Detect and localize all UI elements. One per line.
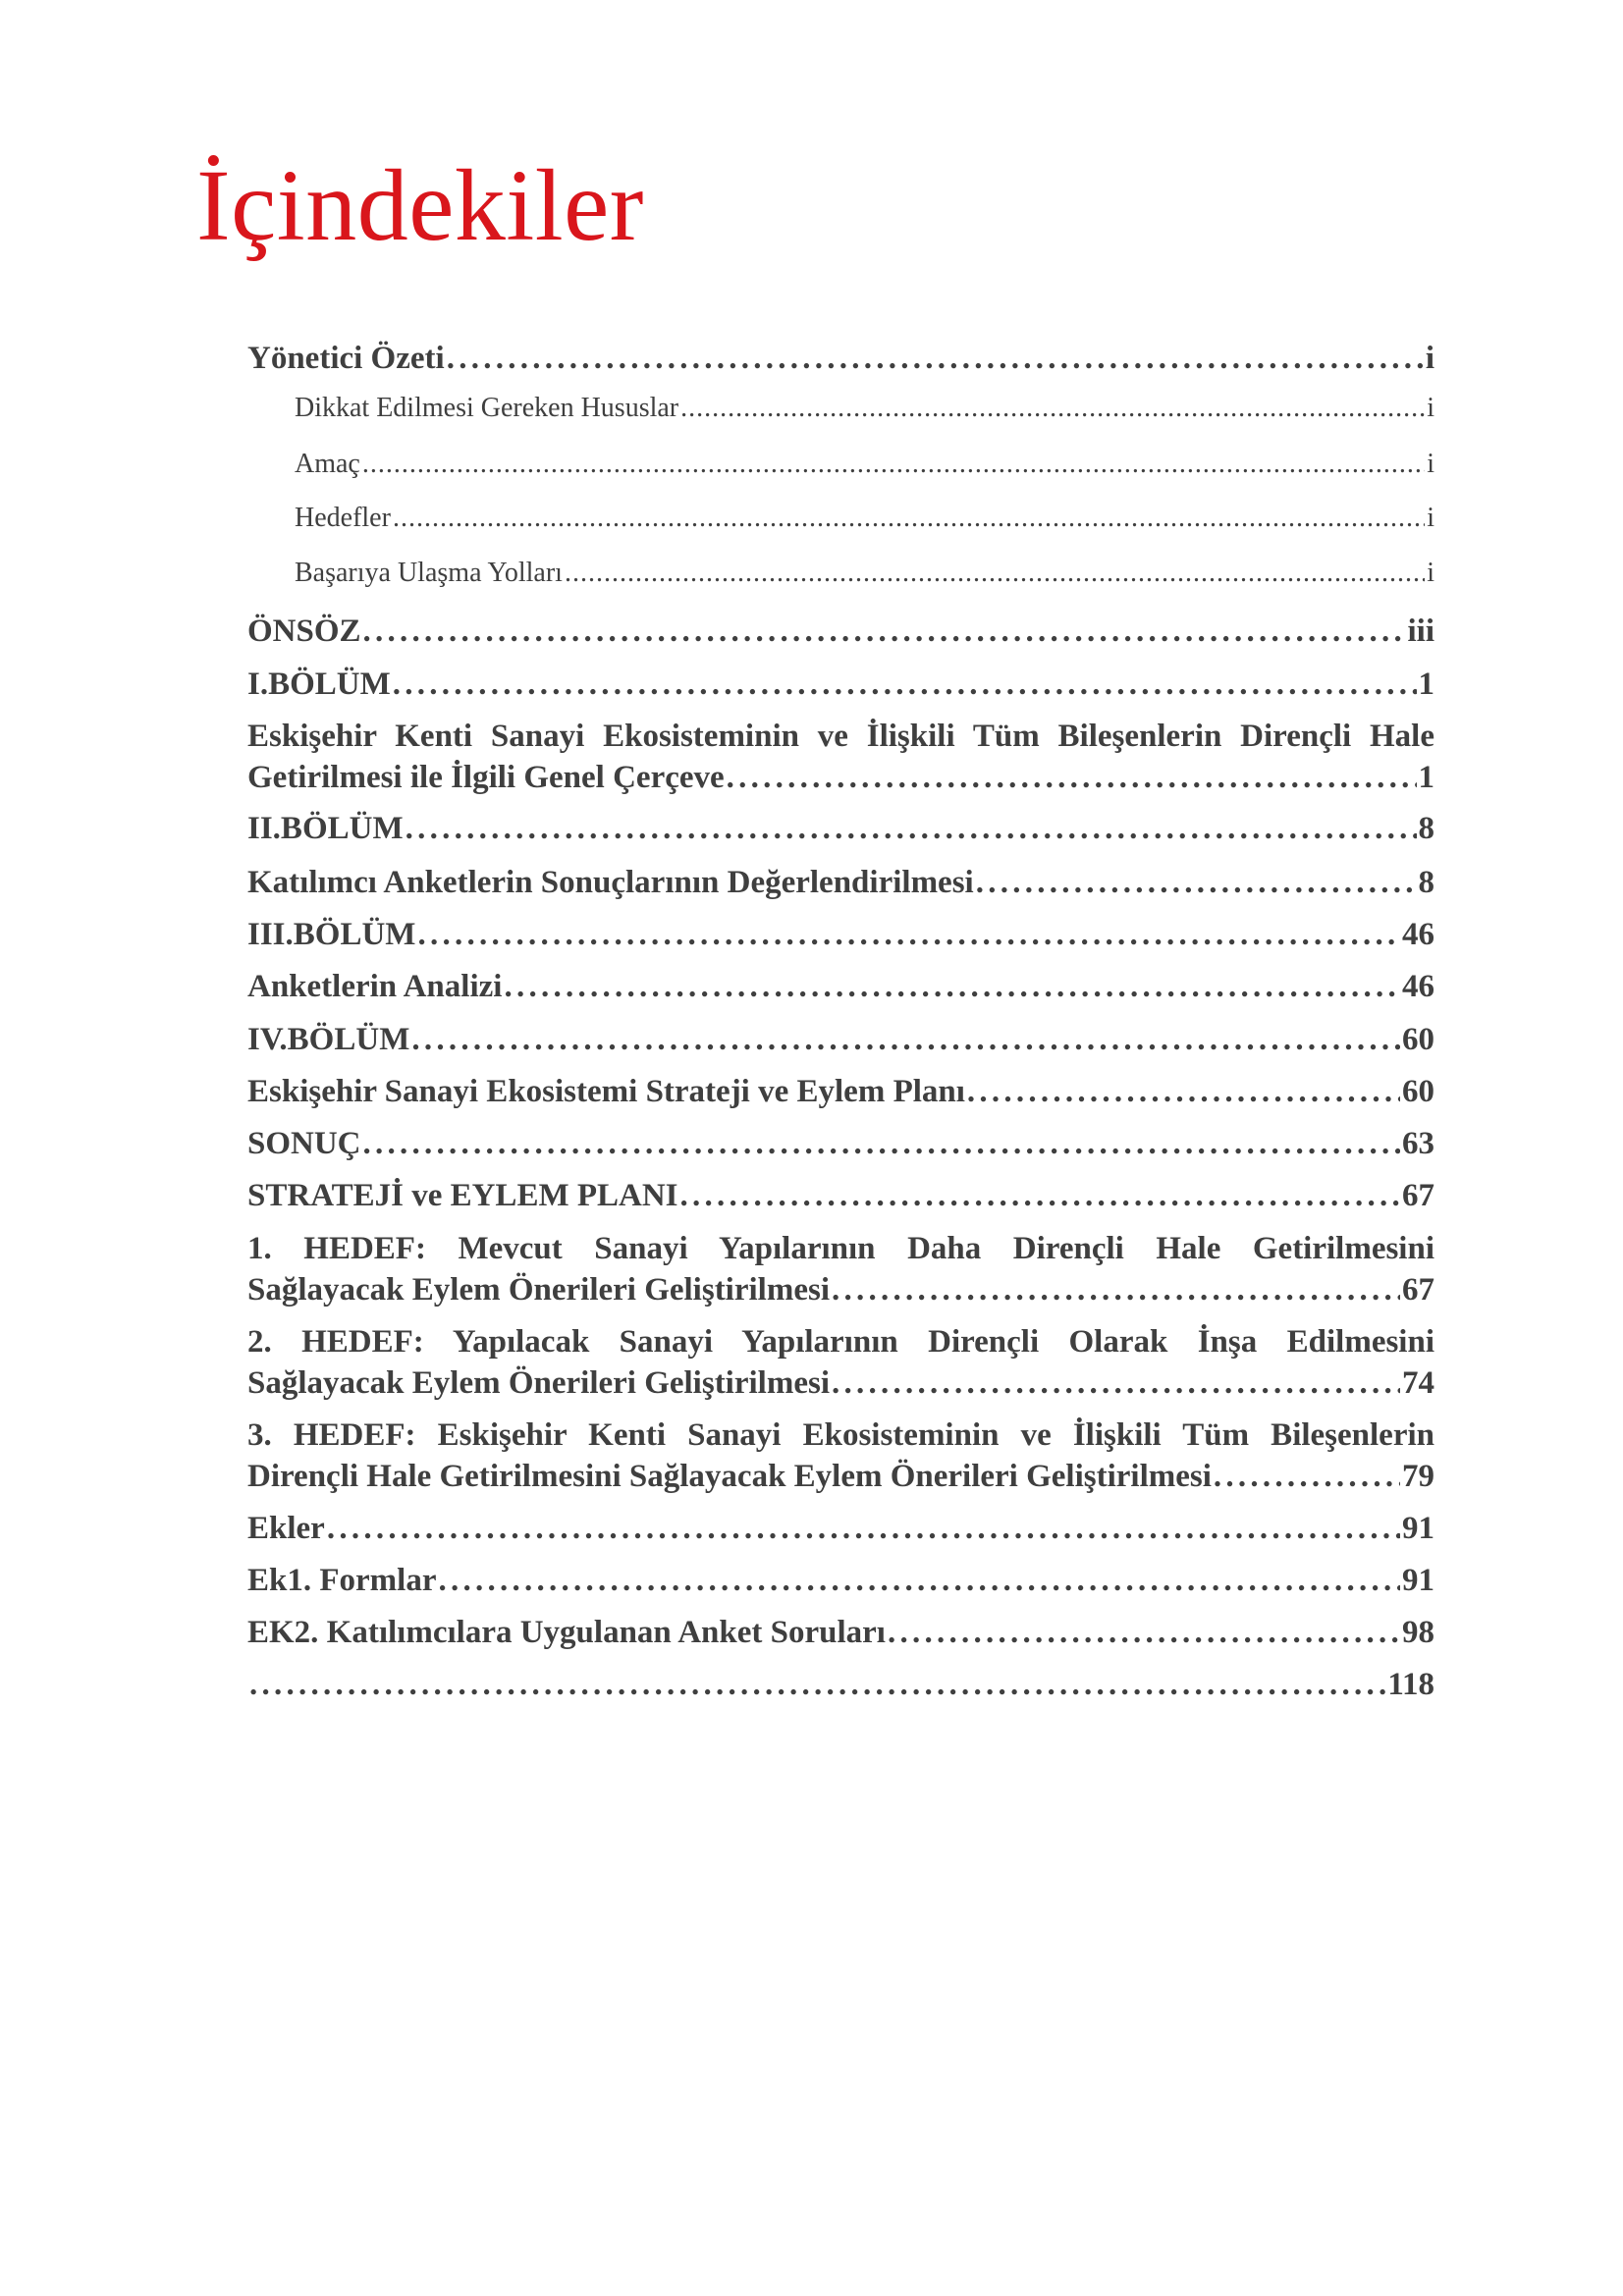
toc-entry-title: Anketlerin Analizi xyxy=(247,969,503,1004)
toc-entry-title: IV.BÖLÜM xyxy=(247,1022,410,1057)
dot-leader xyxy=(832,1362,1400,1404)
dot-leader xyxy=(363,611,1406,652)
dot-leader xyxy=(327,1508,1400,1549)
toc-entry[interactable] xyxy=(247,808,1434,849)
toc-entry-title: Yönetici Özeti xyxy=(247,341,445,376)
dot-leader xyxy=(680,391,1425,426)
dot-leader xyxy=(504,966,1400,1007)
toc-page-number: 8 xyxy=(1418,811,1434,846)
dot-leader xyxy=(727,757,1417,798)
toc-entry-title: STRATEJİ ve EYLEM PLANI xyxy=(247,1178,678,1213)
toc-entry-title: Katılımcı Anketlerin Sonuçlarının Değerlendirilmesi xyxy=(247,865,974,900)
dot-leader xyxy=(976,862,1417,903)
dot-leader xyxy=(565,556,1425,591)
dot-leader xyxy=(447,338,1424,379)
toc-entry-title: I.BÖLÜM xyxy=(247,667,391,702)
toc-page-number: i xyxy=(1425,341,1434,376)
dot-leader xyxy=(406,808,1417,849)
toc-entry-title: Ekler xyxy=(247,1511,325,1546)
toc-entry-title: SONUÇ xyxy=(247,1126,361,1161)
toc-entry[interactable] xyxy=(247,1321,1434,1404)
toc-page-number: 60 xyxy=(1402,1022,1434,1057)
toc-entry-title: Dirençli Hale Getirilmesini Sağlayacak Eylem Önerileri Geliştirilmesi xyxy=(247,1459,1212,1494)
toc-page-number: i xyxy=(1427,449,1434,479)
dot-leader xyxy=(680,1175,1400,1216)
toc-entry[interactable] xyxy=(247,966,1434,1007)
toc-entry[interactable] xyxy=(247,1612,1434,1653)
toc-page-number: 91 xyxy=(1402,1563,1434,1598)
toc-entry-title: Amaç xyxy=(295,449,360,479)
toc-page-number: 74 xyxy=(1402,1365,1434,1401)
toc-entry[interactable] xyxy=(247,1019,1434,1060)
toc-entry-title: II.BÖLÜM xyxy=(247,811,404,846)
toc-entry[interactable] xyxy=(247,1664,1434,1705)
toc-entry[interactable] xyxy=(247,611,1434,652)
toc-entry[interactable] xyxy=(247,862,1434,903)
dot-leader xyxy=(417,914,1400,955)
toc-entry-title: Getirilmesi ile İlgili Genel Çerçeve xyxy=(247,760,725,795)
toc-page-number: 98 xyxy=(1402,1615,1434,1650)
toc-entry[interactable] xyxy=(247,664,1434,705)
toc-page-number: 91 xyxy=(1402,1511,1434,1546)
toc-entry[interactable] xyxy=(247,1175,1434,1216)
dot-leader xyxy=(362,447,1425,482)
toc-entry-title-line: Eskişehir Kenti Sanayi Ekosisteminin ve İlişkili Tüm Bileşenlerin Dirençli Hale xyxy=(247,719,1434,754)
toc-page-number: 118 xyxy=(1387,1667,1434,1702)
dot-leader xyxy=(363,1123,1400,1164)
toc-entry-title-line: 2. HEDEF: Yapılacak Sanayi Yapılarının Dirençli Olarak İnşa Edilmesini xyxy=(247,1324,1434,1360)
toc-page-number: 67 xyxy=(1402,1178,1434,1213)
toc-page-number: 67 xyxy=(1402,1272,1434,1308)
toc-entry[interactable] xyxy=(247,1560,1434,1601)
toc-page-number: i xyxy=(1427,503,1434,533)
toc-entry[interactable] xyxy=(247,716,1434,798)
toc-entry-title: Dikkat Edilmesi Gereken Hususlar xyxy=(295,393,679,423)
toc-entry-title: Başarıya Ulaşma Yolları xyxy=(295,558,563,588)
dot-leader xyxy=(393,664,1417,705)
toc-page-number: 46 xyxy=(1402,969,1434,1004)
dot-leader xyxy=(1214,1456,1400,1497)
dot-leader xyxy=(967,1071,1400,1112)
toc-entry[interactable] xyxy=(247,1071,1434,1112)
dot-leader xyxy=(411,1019,1400,1060)
toc-entry-title: ÖNSÖZ xyxy=(247,614,361,649)
toc-entry-title: Hedefler xyxy=(295,503,391,533)
toc-entry[interactable] xyxy=(247,1415,1434,1497)
toc-entry-title: III.BÖLÜM xyxy=(247,917,416,952)
toc-page-number: 1 xyxy=(1418,667,1434,702)
toc-entry[interactable] xyxy=(295,501,1434,536)
toc-page-number: 46 xyxy=(1402,917,1434,952)
toc-entry-title: Ek1. Formlar xyxy=(247,1563,437,1598)
toc-entry-title: EK2. Katılımcılara Uygulanan Anket Soruları xyxy=(247,1615,886,1650)
toc-entry-title-line: 3. HEDEF: Eskişehir Kenti Sanayi Ekosisteminin ve İlişkili Tüm Bileşenlerin xyxy=(247,1417,1434,1453)
toc-entry[interactable] xyxy=(247,1123,1434,1164)
toc-page-number: i xyxy=(1427,558,1434,588)
toc-page-number: 1 xyxy=(1418,760,1434,795)
toc-entry[interactable] xyxy=(295,556,1434,591)
dot-leader xyxy=(249,1664,1385,1705)
dot-leader xyxy=(888,1612,1400,1653)
toc-page-number: iii xyxy=(1407,614,1434,649)
page-title: İçindekiler xyxy=(196,149,644,262)
toc-entry[interactable] xyxy=(247,1508,1434,1549)
toc-page-number: 8 xyxy=(1418,865,1434,900)
toc-entry-title-line: 1. HEDEF: Mevcut Sanayi Yapılarının Daha Dirençli Hale Getirilmesini xyxy=(247,1231,1434,1266)
toc-page-number: 79 xyxy=(1402,1459,1434,1494)
toc-entry-title: Eskişehir Sanayi Ekosistemi Strateji ve Eylem Planı xyxy=(247,1074,965,1109)
toc-page-number: i xyxy=(1427,393,1434,423)
toc-entry[interactable] xyxy=(295,391,1434,426)
toc-entry-title: Sağlayacak Eylem Önerileri Geliştirilmesi xyxy=(247,1365,830,1401)
toc-entry-title: Sağlayacak Eylem Önerileri Geliştirilmesi xyxy=(247,1272,830,1308)
toc-page-number: 63 xyxy=(1402,1126,1434,1161)
toc-page-number: 60 xyxy=(1402,1074,1434,1109)
toc-entry[interactable] xyxy=(247,338,1434,379)
toc-entry[interactable] xyxy=(247,914,1434,955)
dot-leader xyxy=(393,501,1425,536)
dot-leader xyxy=(832,1269,1400,1310)
toc-entry[interactable] xyxy=(295,447,1434,482)
toc-entry[interactable] xyxy=(247,1228,1434,1310)
dot-leader xyxy=(438,1560,1400,1601)
